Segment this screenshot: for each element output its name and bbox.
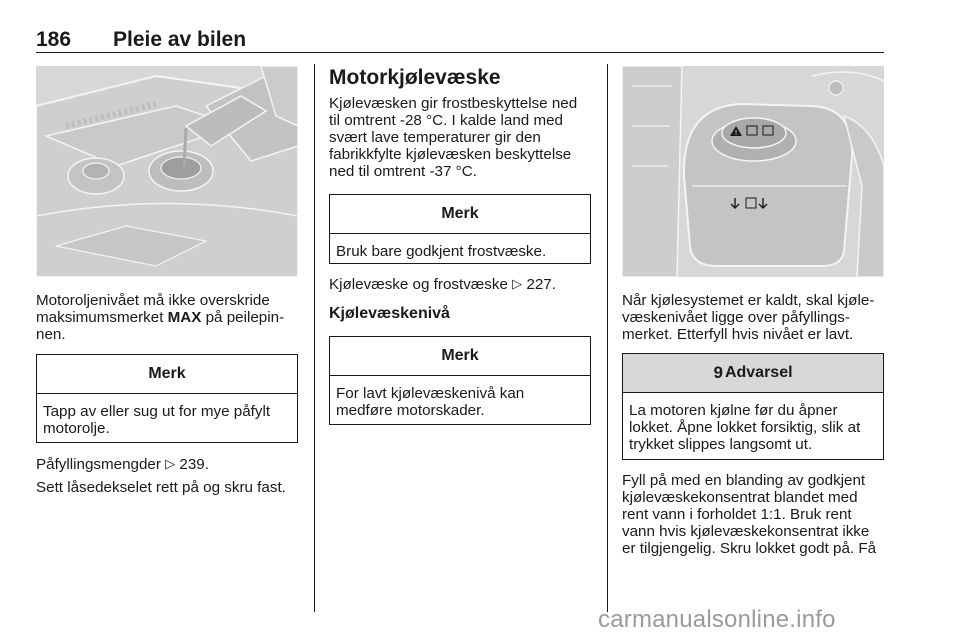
warning-title-bar bbox=[623, 354, 883, 393]
text-line: er tilgjengelig. Skru lokket godt på. Få bbox=[622, 540, 877, 557]
coolant-reference-paragraph bbox=[329, 276, 604, 293]
subsection-heading: Kjølevæskenivå bbox=[329, 305, 450, 322]
lock-cover-paragraph bbox=[36, 479, 311, 496]
text-line: kjølevæskekonsentrat blandet med bbox=[622, 489, 858, 506]
fill-quantities-text: Påfyllingsmengder bbox=[36, 456, 166, 473]
warning-line: La motoren kjølne før du åpner bbox=[629, 402, 838, 419]
engine-oil-illustration bbox=[36, 66, 298, 277]
oil-text-line-3: nen. bbox=[36, 326, 66, 343]
watermark: carmanualsonline.info bbox=[598, 606, 836, 633]
oil-text-line-1: Motoroljenivået må ikke overskride bbox=[36, 292, 270, 309]
page-number: 186 bbox=[36, 28, 72, 51]
note-line: medføre motorskader. bbox=[336, 402, 485, 419]
text-line: svært lave temperaturer gir den bbox=[329, 129, 541, 146]
oil-text-max-suffix: på peilepin- bbox=[201, 309, 285, 326]
warning-body bbox=[623, 393, 883, 461]
note-title: Merk bbox=[330, 195, 590, 234]
max-mark-label: MAX bbox=[167, 309, 202, 326]
note-title: Merk bbox=[37, 355, 297, 394]
note-title: Merk bbox=[330, 337, 590, 376]
note-line: Tapp av eller sug ut for mye påfylt bbox=[43, 403, 271, 420]
text-line: Kjølevæsken gir frostbeskyttelse ned bbox=[329, 95, 578, 112]
text-line: fabrikkfylte kjølevæsken beskyttelse bbox=[329, 146, 572, 163]
warning-box bbox=[622, 353, 884, 460]
text-line: merket. Etterfyll hvis nivået er lavt. bbox=[622, 326, 854, 343]
column-separator-left bbox=[314, 64, 315, 612]
note-line: motorolje. bbox=[43, 420, 110, 437]
text-line: ned til omtrent -37 °C. bbox=[329, 163, 477, 180]
text-line: Når kjølesystemet er kaldt, skal kjøle- bbox=[622, 292, 875, 309]
coolant-level-subsection bbox=[329, 305, 604, 323]
warning-line: lokket. Åpne lokket forsiktig, slik at bbox=[629, 419, 861, 436]
note-box-antifreeze bbox=[329, 194, 591, 264]
oil-level-paragraph bbox=[36, 292, 301, 343]
header-rule bbox=[36, 52, 884, 53]
coolant-level-paragraph bbox=[622, 292, 897, 343]
coolant-reservoir-illustration bbox=[622, 66, 884, 277]
warning-line: trykket slippes langsomt ut. bbox=[629, 436, 813, 453]
text-line: vann hvis kjølevæskekonsentrat ikke bbox=[622, 523, 870, 540]
reference-arrow-icon: ▷ bbox=[165, 456, 176, 471]
text-line: til omtrent -28 °C. I kalde land med bbox=[329, 112, 563, 129]
text-line: Fyll på med en blanding av godkjent bbox=[622, 472, 866, 489]
fill-quantities-paragraph bbox=[36, 456, 306, 473]
lock-cover-text: Sett låsedekselet rett på og skru fast. bbox=[36, 479, 286, 496]
warning-title: Advarsel bbox=[724, 364, 793, 381]
warning-triangle-icon: 9 bbox=[713, 363, 723, 382]
note-body bbox=[330, 376, 590, 427]
note-box-coolant-level bbox=[329, 336, 591, 425]
note-body bbox=[37, 394, 297, 445]
text-line: væskenivået ligge over påfyllings- bbox=[622, 309, 850, 326]
coolant-intro-paragraph bbox=[329, 95, 604, 180]
note-body: Bruk bare godkjent frostvæske. bbox=[336, 243, 547, 260]
section-heading: Motorkjølevæske bbox=[329, 66, 501, 89]
oil-text-max-prefix: maksimumsmerket bbox=[36, 309, 168, 326]
page-reference-link[interactable]: 239. bbox=[179, 456, 209, 473]
column-separator-right bbox=[607, 64, 608, 612]
page-title: Pleie av bilen bbox=[113, 28, 247, 51]
note-box-oil bbox=[36, 354, 298, 443]
coolant-reference-text: Kjølevæske og frostvæske bbox=[329, 276, 513, 293]
text-line: rent vann i forholdet 1:1. Bruk rent bbox=[622, 506, 852, 523]
coolant-mixture-paragraph bbox=[622, 472, 897, 557]
page-reference-link[interactable]: 227. bbox=[526, 276, 556, 293]
coolant-section bbox=[329, 66, 604, 90]
reference-arrow-icon: ▷ bbox=[512, 276, 523, 291]
svg-text:!: ! bbox=[734, 129, 738, 137]
note-line: For lavt kjølevæskenivå kan bbox=[336, 385, 525, 402]
